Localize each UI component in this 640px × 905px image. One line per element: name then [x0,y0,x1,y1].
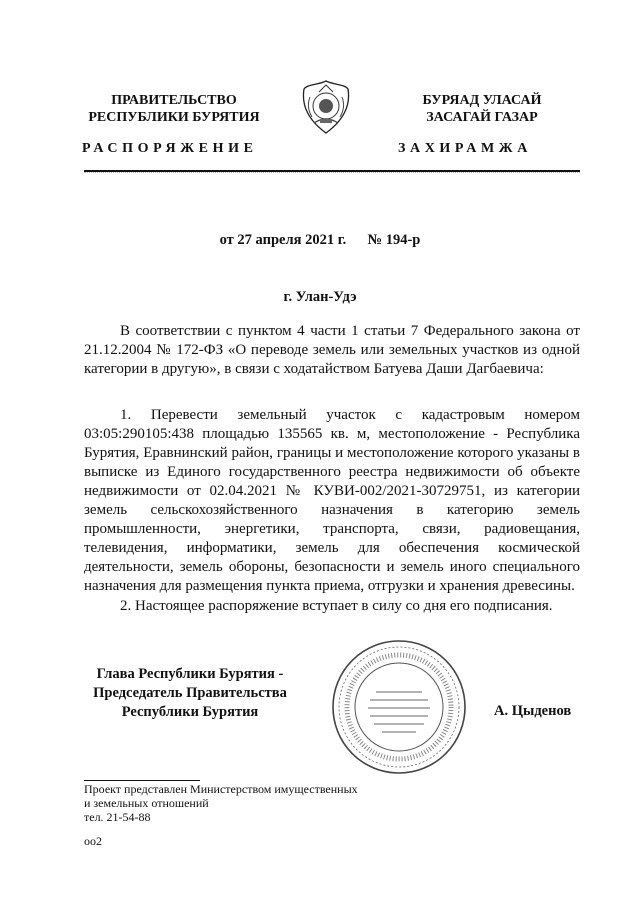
document-type: РАСПОРЯЖЕНИЕ [82,141,258,156]
signatory-title-line3: Республики Бурятия [121,704,259,720]
signatory-title-line2: Председатель Правительства [93,685,287,701]
government-title-line1: ПРАВИТЕЛЬСТВО [111,93,237,108]
government-title-buryat-line1: БУРЯАД УЛАСАЙ [422,93,542,108]
footer-divider [84,780,200,781]
clause-2-paragraph: 2. Настоящее распоряжение вступает в силу со дня его подписания. [120,598,553,614]
government-title [60,92,288,126]
document-date-line [0,232,640,249]
document-code: оо2 [84,834,102,848]
footer-note [84,782,358,824]
document-number: № 194-р [367,232,421,248]
clause-1-paragraph: 1. Перевести земельный участок с кадастровым номером 03:05:290105:438 площадью 135565 кв. м, местоположение - Республика Бурятия, Еравнинский район, границы и местоположение которого указаны в выписке из Единого государственного реестра недвижимости об объекте недвижимости от 02.04.2021 № КУВИ-002/2021-30729751, из категории земель сельскохозяйственного назначения в категорию земель промышленности, энергетики, транспорта, связи, радиовещания, телевидения, информатики, земель для обеспечения космической деятельности, земель обороны, безопасности и земель иного специального назначения для размещения пункта приема, отгрузки и хранения древесины. [84,407,580,594]
document-date: от 27 апреля 2021 г. [219,232,347,248]
signatory-title-line1: Глава Республики Бурятия - [96,666,284,682]
footer-line2: и земельных отношений [84,796,209,810]
footer-line1: Проект представлен Министерством имущественных [84,782,358,796]
document-type-buryat: ЗАХИРАМЖА [398,141,532,156]
government-title-buryat-line2: ЗАСАГАЙ ГАЗАР [426,110,538,125]
document-city: г. Улан-Удэ [283,289,357,305]
coat-of-arms-icon [300,79,352,135]
preamble-paragraph: В соответствии с пунктом 4 части 1 статьи 7 Федерального закона от 21.12.2004 № 172-ФЗ «О переводе земель или земельных участков из одной категории в другую», в связи с ходатайством Батуева Даши Дагбаевича: [84,323,580,377]
signatory-name: А. Цыденов [494,703,572,719]
footer-phone: тел. 21-54-88 [84,810,151,824]
government-title-line2: РЕСПУБЛИКИ БУРЯТИЯ [88,110,260,125]
official-seal-icon [330,638,468,776]
header-dotted-line [84,172,580,179]
signatory-title [60,665,320,722]
government-title-buryat [372,92,592,126]
